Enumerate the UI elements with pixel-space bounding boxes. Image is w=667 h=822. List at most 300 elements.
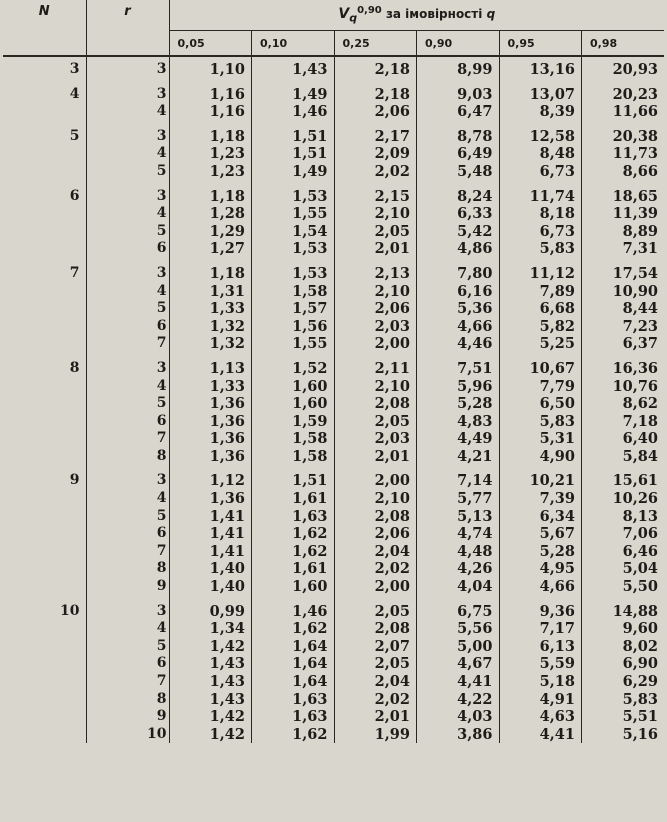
cell-value: 2,11	[334, 353, 417, 378]
header-r: r	[86, 0, 169, 56]
cell-value: 6,37	[582, 335, 665, 353]
cell-n: 5	[69, 127, 80, 144]
cell-n	[3, 283, 86, 301]
cell-value: 4,41	[417, 673, 500, 691]
cell-value: 1,18	[169, 121, 252, 146]
cell-value: 6,68	[499, 300, 582, 318]
cell-value: 8,89	[582, 223, 665, 241]
cell-value: 1,36	[169, 448, 252, 466]
cell-value: 6,13	[499, 638, 582, 656]
cell-r: 5	[86, 638, 169, 656]
table-row	[3, 145, 664, 163]
cell-value: 7,14	[417, 465, 500, 490]
cell-value: 7,80	[417, 258, 500, 283]
cell-value: 2,15	[334, 181, 417, 206]
cell-value: 5,83	[499, 240, 582, 258]
cell-value: 9,36	[499, 596, 582, 621]
table-row	[3, 205, 664, 223]
cell-r: 4	[86, 620, 169, 638]
cell-value: 10,26	[582, 490, 665, 508]
table-row	[3, 300, 664, 318]
cell-value: 4,91	[499, 691, 582, 709]
cell-r: 5	[86, 223, 169, 241]
cell-value: 1,13	[169, 353, 252, 378]
cell-value: 5,83	[499, 413, 582, 431]
cell-value: 20,93	[582, 56, 665, 79]
cell-r: 10	[86, 726, 169, 744]
cell-value: 1,40	[169, 560, 252, 578]
cell-n	[3, 490, 86, 508]
cell-value: 8,13	[582, 508, 665, 526]
cell-n	[3, 620, 86, 638]
cell-value: 16,36	[582, 353, 665, 378]
cell-r: 3	[86, 353, 169, 378]
cell-r: 6	[86, 655, 169, 673]
cell-r: 5	[86, 163, 169, 181]
table-row	[3, 655, 664, 673]
table-row	[3, 353, 664, 378]
cell-value: 4,95	[499, 560, 582, 578]
cell-value: 5,96	[417, 378, 500, 396]
cell-value: 1,10	[169, 56, 252, 79]
cell-value: 15,61	[582, 465, 665, 490]
cell-value: 1,34	[169, 620, 252, 638]
cell-value: 10,90	[582, 283, 665, 301]
cell-n	[3, 638, 86, 656]
cell-value: 1,49	[252, 79, 335, 104]
table-row	[3, 240, 664, 258]
cell-n	[3, 335, 86, 353]
table-row	[3, 620, 664, 638]
table-row	[3, 708, 664, 726]
cell-r: 6	[86, 240, 169, 258]
cell-value: 1,61	[252, 560, 335, 578]
cell-value: 5,16	[582, 726, 665, 744]
table-row	[3, 181, 664, 206]
cell-value: 7,79	[499, 378, 582, 396]
cell-value: 9,60	[582, 620, 665, 638]
cell-n	[3, 578, 86, 596]
cell-value: 7,18	[582, 413, 665, 431]
cell-n	[3, 673, 86, 691]
cell-value: 1,43	[169, 655, 252, 673]
cell-value: 1,16	[169, 79, 252, 104]
quantile-table	[3, 0, 664, 743]
cell-value: 2,00	[334, 578, 417, 596]
cell-value: 1,54	[252, 223, 335, 241]
cell-value: 5,13	[417, 508, 500, 526]
cell-value: 4,41	[499, 726, 582, 744]
cell-value: 6,47	[417, 103, 500, 121]
cell-n	[3, 508, 86, 526]
cell-value: 1,61	[252, 490, 335, 508]
cell-value: 1,29	[169, 223, 252, 241]
cell-value: 4,22	[417, 691, 500, 709]
cell-value: 11,74	[499, 181, 582, 206]
cell-value: 5,67	[499, 525, 582, 543]
cell-value: 1,63	[252, 508, 335, 526]
cell-n: 9	[69, 472, 80, 489]
table-row	[3, 560, 664, 578]
cell-value: 7,89	[499, 283, 582, 301]
table-row	[3, 465, 664, 490]
cell-value: 1,32	[169, 335, 252, 353]
cell-value: 4,03	[417, 708, 500, 726]
table-row	[3, 103, 664, 121]
cell-value: 1,52	[252, 353, 335, 378]
cell-value: 1,62	[252, 726, 335, 744]
cell-value: 2,18	[334, 56, 417, 79]
cell-r: 3	[86, 56, 169, 79]
cell-value: 1,58	[252, 448, 335, 466]
cell-value: 3,86	[417, 726, 500, 744]
cell-r: 8	[86, 448, 169, 466]
cell-value: 1,64	[252, 673, 335, 691]
cell-n	[3, 708, 86, 726]
cell-n: 4	[69, 85, 80, 102]
cell-value: 1,43	[169, 691, 252, 709]
cell-n	[3, 163, 86, 181]
table-row	[3, 638, 664, 656]
cell-value: 6,73	[499, 223, 582, 241]
cell-value: 1,36	[169, 490, 252, 508]
cell-value: 4,63	[499, 708, 582, 726]
cell-r: 4	[86, 145, 169, 163]
cell-value: 14,88	[582, 596, 665, 621]
cell-value: 2,06	[334, 103, 417, 121]
table-row	[3, 596, 664, 621]
cell-value: 8,48	[499, 145, 582, 163]
cell-value: 1,51	[252, 465, 335, 490]
cell-value: 13,07	[499, 79, 582, 104]
cell-value: 8,24	[417, 181, 500, 206]
cell-value: 10,76	[582, 378, 665, 396]
cell-value: 1,36	[169, 413, 252, 431]
cell-value: 2,05	[334, 223, 417, 241]
cell-value: 4,04	[417, 578, 500, 596]
cell-value: 13,16	[499, 56, 582, 79]
cell-value: 1,41	[169, 508, 252, 526]
table-row	[3, 56, 664, 79]
cell-value: 1,63	[252, 708, 335, 726]
cell-r: 5	[86, 300, 169, 318]
cell-value: 2,10	[334, 378, 417, 396]
title-text: за імовірності	[385, 7, 483, 22]
cell-value: 1,42	[169, 726, 252, 744]
cell-n	[3, 318, 86, 336]
cell-value: 1,57	[252, 300, 335, 318]
cell-value: 4,46	[417, 335, 500, 353]
cell-n	[3, 691, 86, 709]
cell-value: 2,03	[334, 318, 417, 336]
cell-value: 5,36	[417, 300, 500, 318]
cell-n: 6	[69, 187, 80, 204]
cell-value: 1,53	[252, 181, 335, 206]
cell-value: 20,38	[582, 121, 665, 146]
cell-value: 10,21	[499, 465, 582, 490]
cell-value: 1,63	[252, 691, 335, 709]
cell-n	[3, 448, 86, 466]
table-row	[3, 490, 664, 508]
cell-value: 8,02	[582, 638, 665, 656]
cell-value: 1,43	[169, 673, 252, 691]
cell-value: 2,10	[334, 283, 417, 301]
cell-value: 1,23	[169, 145, 252, 163]
cell-value: 5,84	[582, 448, 665, 466]
cell-value: 5,28	[499, 543, 582, 561]
table-row	[3, 413, 664, 431]
cell-value: 9,03	[417, 79, 500, 104]
cell-value: 4,66	[499, 578, 582, 596]
table-row	[3, 378, 664, 396]
cell-r: 9	[86, 708, 169, 726]
cell-r: 6	[86, 413, 169, 431]
cell-value: 1,62	[252, 525, 335, 543]
header-title	[169, 0, 664, 31]
cell-value: 2,04	[334, 673, 417, 691]
cell-value: 1,58	[252, 283, 335, 301]
cell-value: 2,01	[334, 240, 417, 258]
cell-r: 6	[86, 525, 169, 543]
cell-r: 3	[86, 596, 169, 621]
cell-value: 6,34	[499, 508, 582, 526]
cell-r: 7	[86, 430, 169, 448]
cell-value: 1,62	[252, 543, 335, 561]
table-row	[3, 525, 664, 543]
table-row	[3, 691, 664, 709]
cell-n	[3, 655, 86, 673]
cell-value: 2,05	[334, 413, 417, 431]
cell-value: 2,13	[334, 258, 417, 283]
cell-value: 7,06	[582, 525, 665, 543]
cell-value: 1,42	[169, 708, 252, 726]
cell-value: 8,44	[582, 300, 665, 318]
cell-value: 11,12	[499, 258, 582, 283]
cell-value: 1,56	[252, 318, 335, 336]
cell-value: 4,86	[417, 240, 500, 258]
cell-r: 3	[86, 465, 169, 490]
title-variable: q	[486, 7, 496, 22]
title-symbol: V	[338, 6, 350, 23]
cell-value: 8,78	[417, 121, 500, 146]
cell-value: 7,51	[417, 353, 500, 378]
cell-n	[3, 240, 86, 258]
title-superscript: 0,90	[357, 5, 382, 17]
table-row	[3, 283, 664, 301]
table-row	[3, 335, 664, 353]
cell-r: 4	[86, 490, 169, 508]
cell-value: 1,46	[252, 103, 335, 121]
cell-value: 5,56	[417, 620, 500, 638]
cell-value: 1,51	[252, 145, 335, 163]
header-q-4: 0,90	[417, 31, 500, 57]
cell-n	[3, 223, 86, 241]
header-q-6: 0,98	[582, 31, 665, 57]
cell-value: 1,27	[169, 240, 252, 258]
cell-value: 2,06	[334, 525, 417, 543]
cell-value: 2,05	[334, 596, 417, 621]
cell-value: 4,49	[417, 430, 500, 448]
cell-n	[3, 525, 86, 543]
cell-value: 4,74	[417, 525, 500, 543]
cell-value: 1,62	[252, 620, 335, 638]
cell-value: 5,04	[582, 560, 665, 578]
cell-value: 6,46	[582, 543, 665, 561]
cell-value: 1,46	[252, 596, 335, 621]
cell-value: 1,60	[252, 578, 335, 596]
header-n: N	[3, 0, 86, 56]
cell-value: 7,23	[582, 318, 665, 336]
header-q-3: 0,25	[334, 31, 417, 57]
table-row	[3, 673, 664, 691]
cell-n	[3, 145, 86, 163]
cell-value: 2,01	[334, 448, 417, 466]
cell-value: 1,36	[169, 430, 252, 448]
cell-value: 1,99	[334, 726, 417, 744]
cell-value: 6,50	[499, 395, 582, 413]
cell-value: 11,39	[582, 205, 665, 223]
cell-value: 4,48	[417, 543, 500, 561]
cell-value: 4,83	[417, 413, 500, 431]
header-q-2: 0,10	[252, 31, 335, 57]
cell-value: 2,02	[334, 163, 417, 181]
cell-n: 7	[69, 264, 80, 281]
cell-value: 1,41	[169, 543, 252, 561]
cell-value: 17,54	[582, 258, 665, 283]
cell-r: 8	[86, 691, 169, 709]
cell-value: 2,02	[334, 691, 417, 709]
cell-value: 5,42	[417, 223, 500, 241]
cell-r: 7	[86, 335, 169, 353]
cell-r: 5	[86, 508, 169, 526]
cell-value: 5,00	[417, 638, 500, 656]
title-subscript: q	[349, 11, 358, 25]
cell-value: 18,65	[582, 181, 665, 206]
table-row	[3, 448, 664, 466]
cell-r: 3	[86, 181, 169, 206]
cell-value: 0,99	[169, 596, 252, 621]
cell-value: 1,36	[169, 395, 252, 413]
cell-value: 2,08	[334, 395, 417, 413]
table-row	[3, 395, 664, 413]
cell-n	[3, 560, 86, 578]
cell-value: 6,75	[417, 596, 500, 621]
cell-value: 5,25	[499, 335, 582, 353]
table-row	[3, 430, 664, 448]
cell-value: 7,39	[499, 490, 582, 508]
cell-value: 2,00	[334, 335, 417, 353]
cell-value: 20,23	[582, 79, 665, 104]
cell-r: 8	[86, 560, 169, 578]
cell-value: 4,90	[499, 448, 582, 466]
cell-value: 1,51	[252, 121, 335, 146]
cell-n	[3, 395, 86, 413]
cell-r: 3	[86, 258, 169, 283]
cell-r: 4	[86, 205, 169, 223]
table-row	[3, 578, 664, 596]
cell-n	[3, 726, 86, 744]
cell-value: 1,40	[169, 578, 252, 596]
cell-value: 2,18	[334, 79, 417, 104]
cell-value: 1,53	[252, 240, 335, 258]
header-q-1: 0,05	[169, 31, 252, 57]
cell-value: 6,16	[417, 283, 500, 301]
cell-n	[3, 378, 86, 396]
cell-value: 1,23	[169, 163, 252, 181]
cell-value: 1,58	[252, 430, 335, 448]
table-row	[3, 223, 664, 241]
cell-value: 5,18	[499, 673, 582, 691]
cell-value: 2,08	[334, 620, 417, 638]
cell-n: 8	[69, 359, 80, 376]
cell-n	[3, 205, 86, 223]
cell-value: 6,73	[499, 163, 582, 181]
cell-value: 1,55	[252, 335, 335, 353]
cell-r: 9	[86, 578, 169, 596]
cell-n	[3, 413, 86, 431]
table-body	[3, 56, 664, 743]
cell-value: 7,17	[499, 620, 582, 638]
cell-value: 2,07	[334, 638, 417, 656]
cell-r: 4	[86, 378, 169, 396]
cell-r: 3	[86, 79, 169, 104]
cell-value: 2,01	[334, 708, 417, 726]
cell-value: 2,06	[334, 300, 417, 318]
cell-value: 6,29	[582, 673, 665, 691]
cell-value: 1,64	[252, 655, 335, 673]
cell-value: 2,03	[334, 430, 417, 448]
header-q-5: 0,95	[499, 31, 582, 57]
cell-value: 5,50	[582, 578, 665, 596]
cell-value: 5,82	[499, 318, 582, 336]
cell-value: 7,31	[582, 240, 665, 258]
table-row	[3, 543, 664, 561]
cell-value: 1,60	[252, 395, 335, 413]
cell-value: 2,00	[334, 465, 417, 490]
cell-value: 2,08	[334, 508, 417, 526]
cell-value: 5,83	[582, 691, 665, 709]
cell-value: 6,90	[582, 655, 665, 673]
cell-value: 1,53	[252, 258, 335, 283]
cell-value: 1,18	[169, 258, 252, 283]
cell-r: 3	[86, 121, 169, 146]
table-row	[3, 258, 664, 283]
cell-value: 1,64	[252, 638, 335, 656]
cell-value: 11,73	[582, 145, 665, 163]
cell-value: 8,18	[499, 205, 582, 223]
cell-value: 4,67	[417, 655, 500, 673]
cell-r: 7	[86, 543, 169, 561]
table-row	[3, 508, 664, 526]
table-row	[3, 79, 664, 104]
cell-value: 5,51	[582, 708, 665, 726]
cell-r: 5	[86, 395, 169, 413]
cell-value: 1,49	[252, 163, 335, 181]
cell-value: 2,05	[334, 655, 417, 673]
cell-value: 1,43	[252, 56, 335, 79]
cell-value: 4,21	[417, 448, 500, 466]
cell-value: 1,16	[169, 103, 252, 121]
cell-value: 1,33	[169, 378, 252, 396]
cell-value: 6,40	[582, 430, 665, 448]
cell-value: 6,49	[417, 145, 500, 163]
cell-value: 1,55	[252, 205, 335, 223]
table-row	[3, 121, 664, 146]
cell-value: 8,99	[417, 56, 500, 79]
table-row	[3, 318, 664, 336]
cell-value: 4,26	[417, 560, 500, 578]
table-row	[3, 726, 664, 744]
